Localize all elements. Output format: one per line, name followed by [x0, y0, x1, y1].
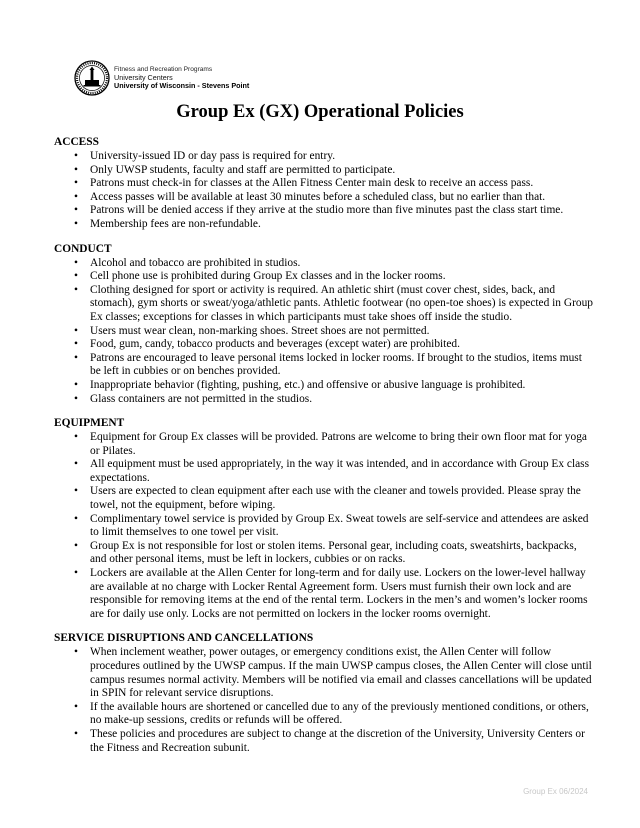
list-item: • All equipment must be used appropriately, in the way it was intended, and in accordance with Group Ex class expectations. [74, 458, 590, 484]
list-item: • When inclement weather, power outages, or emergency conditions exist, the Allen Center will follow procedures outlined by the UWSP campus. If the main UWSP campus closes, the Allen Center will close until campus resumes normal activity. Members will be notified via email and classes cancellations will be updated in SPIN for relevant service disruptions. [74, 646, 592, 700]
footer-version: Group Ex 06/2024 [523, 787, 588, 796]
section-heading: ACCESS [54, 136, 99, 148]
list-item: • Lockers are available at the Allen Center for long-term and for daily use. Lockers on the lower-level hallway are available at no charge with Locker Rental Agreement form. Users must furnish their own lock and are responsible for removing items at the end of the rental term. Lockers in the men’s and women’s locker rooms are for daily use only. Locks are not permitted on lockers in the locker rooms overnight. [74, 567, 588, 620]
section-heading: EQUIPMENT [54, 417, 125, 430]
list-item: • Group Ex is not responsible for lost or stolen items. Personal gear, including coats, sweatshirts, backpacks, and other personal items, must be left in lockers, cubbies or on racks. [74, 539, 577, 566]
list-item: • Alcohol and tobacco are prohibited in studios. [74, 256, 301, 269]
section-heading: SERVICE DISRUPTIONS AND CANCELLATIONS [54, 632, 314, 645]
bullet-icon: • [74, 458, 78, 471]
list-item: • If the available hours are shortened or cancelled due to any of the previously mentioned conditions, or others, no make-up sessions, credits or refunds will be offered. [74, 700, 589, 727]
bullet-icon: • [74, 204, 78, 217]
bullet-icon: • [74, 190, 78, 203]
bullet-icon: • [74, 539, 78, 552]
section-conduct [54, 243, 594, 407]
bullet-icon: • [74, 324, 78, 337]
university-seal-icon [74, 60, 110, 96]
list-item: • These policies and procedures are subject to change at the discretion of the University, University Centers or the Fitness and Recreation subunit. [74, 727, 585, 754]
policy-content [54, 136, 594, 755]
bullet-icon: • [74, 270, 78, 283]
list-item: • Clothing designed for sport or activity is required. An athletic shirt (must cover chest, sides, back, and stomach), gym shorts or sweat/yoga/athletic pants. Athletic footwear (no open-toe shoes) is expected in Group Ex classes; exceptions for classes in which participants must take shoes off inside the studio. [74, 283, 593, 323]
document-title: Group Ex (GX) Operational Policies [176, 102, 464, 122]
bullet-icon: • [74, 217, 78, 230]
bullet-icon: • [74, 512, 78, 525]
list-item: • Food, gum, candy, tobacco products and beverages (except water) are prohibited. [74, 338, 460, 351]
policy-list [54, 646, 594, 755]
bullet-icon: • [74, 646, 78, 659]
logo-line-university: University of Wisconsin - Stevens Point [114, 81, 250, 90]
list-item: • Equipment for Group Ex classes will be provided. Patrons are welcome to bring their own floor mat for yoga or Pilates. [74, 431, 587, 457]
bullet-icon: • [74, 163, 78, 176]
bullet-icon: • [74, 567, 78, 580]
list-item: • Users must wear clean, non-marking shoes. Street shoes are not permitted. [74, 324, 430, 337]
policy-list [54, 431, 594, 621]
list-item: • Glass containers are not permitted in the studios. [74, 392, 313, 405]
section-equipment [54, 417, 594, 621]
list-item: • Access passes will be available at least 30 minutes before a scheduled class, but no earlier than that. [74, 190, 546, 203]
bullet-icon: • [74, 283, 78, 296]
bullet-icon: • [74, 256, 78, 269]
logo-line-centers: University Centers [114, 73, 173, 82]
list-item: • Patrons must check-in for classes at the Allen Fitness Center main desk to receive an access pass. [74, 177, 534, 190]
list-item: • Patrons are encouraged to leave personal items locked in locker rooms. If brought to the studios, items must be left in cubbies or on benches provided. [74, 351, 582, 378]
bullet-icon: • [74, 727, 78, 740]
list-item: • University-issued ID or day pass is required for entry. [74, 150, 336, 162]
list-item: • Complimentary towel service is provided by Group Ex. Sweat towels are self-service and attendees are asked to limit themselves to one towel per visit. [74, 512, 589, 539]
section-access [54, 136, 594, 232]
list-item: • Patrons will be denied access if they arrive at the studio more than five minutes past the class start time. [74, 204, 564, 217]
bullet-icon: • [74, 378, 78, 391]
logo-line-programs: Fitness and Recreation Programs [114, 66, 213, 73]
bullet-icon: • [74, 351, 78, 364]
bullet-icon: • [74, 700, 78, 713]
list-item: • Cell phone use is prohibited during Group Ex classes and in the locker rooms. [74, 270, 446, 283]
bullet-icon: • [74, 392, 78, 405]
policy-list [54, 257, 594, 407]
bullet-icon: • [74, 177, 78, 190]
section-heading: CONDUCT [54, 242, 112, 255]
bullet-icon: • [74, 338, 78, 351]
list-item: • Inappropriate behavior (fighting, pushing, etc.) and offensive or abusive language is prohibited. [74, 378, 526, 391]
list-item: • Only UWSP students, faculty and staff are permitted to participate. [74, 163, 396, 176]
section-service-disruptions [54, 632, 594, 755]
list-item: • Users are expected to clean equipment after each use with the cleaner and towels provided. Please spray the towel, not the equipment, before wiping. [74, 485, 581, 512]
list-item: • Membership fees are non-refundable. [74, 217, 261, 230]
bullet-icon: • [74, 150, 78, 162]
bullet-icon: • [74, 431, 78, 444]
bullet-icon: • [74, 485, 78, 498]
policy-list [54, 150, 594, 232]
uwsp-logo [74, 60, 374, 100]
